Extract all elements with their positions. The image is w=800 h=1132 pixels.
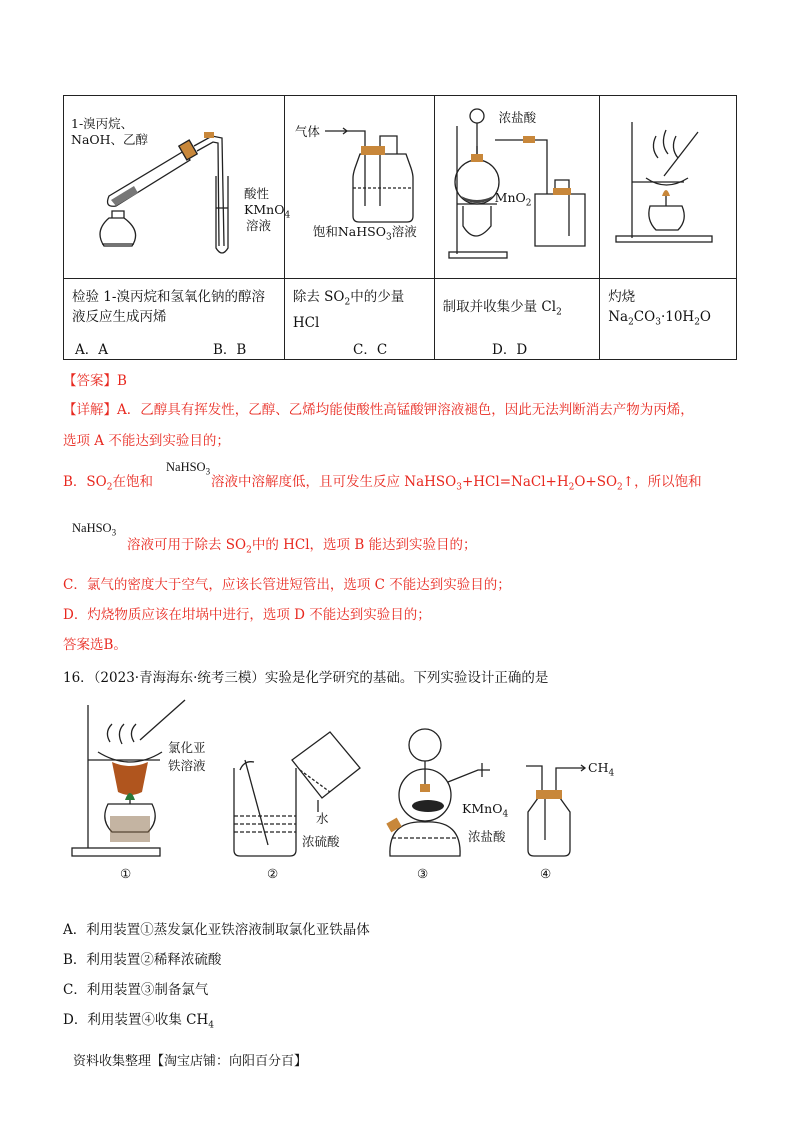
conc-h2so4-label: 浓硫酸 [302,834,340,849]
q16-option-b: B．利用装置②稀释浓硫酸 [63,952,222,968]
fecl2-label-2: 铁溶液 [168,758,206,773]
fecl2-label-1: 氯化亚 [168,740,206,755]
caption-d: 灼烧 $Na_2CO_3\cdot 10H_2O$ [600,279,737,360]
explanation-b-line1: B．$SO_2$在饱和 溶液中溶解度低，且可发生反应 $NaHSO_3+HCl=NaCl+H_2O+SO_2↑$，所以饱和 [63,474,702,493]
nahso3-formula-2: NaHSO$_3$ [72,521,117,538]
acid-kmno4-label-3: 溶液 [246,218,272,233]
acid-kmno4-label-1: 酸性 [244,186,270,201]
water-label: 水 [316,811,329,826]
reagent-label-1: 1-溴丙烷、 [71,116,134,131]
apparatus-number-3: ③ [417,866,429,881]
kmno4-label: KMnO$_4$ [462,801,509,820]
question-16-stem: 16．（2023·青海海东·统考三模）实验是化学研究的基础。下列实验设计正确的是 [63,670,549,686]
q16-option-c: C．利用装置③制备氯气 [63,982,209,998]
option-c-15: C．C [353,342,388,358]
gas-label: 气体 [294,124,320,139]
conc-hcl-label-q16: 浓盐酸 [468,829,506,844]
nahso3-formula-1: NaHSO$_3$ [166,460,211,477]
footer-note: 资料收集整理【淘宝店铺：向阳百分百】 [73,1054,308,1069]
explanation-d: D．灼烧物质应该在坩埚中进行，选项 D 不能达到实验目的； [63,607,431,623]
option-a-15: A．A [75,342,108,358]
conc-hcl-label: 浓盐酸 [498,110,537,125]
q16-option-d: D．利用装置④收集 $CH_4$ [63,1012,214,1031]
apparatus-number-4: ④ [540,866,552,881]
explanation-c: C．氯气的密度大于空气，应该长管进短管出，选项 C 不能达到实验目的； [63,577,511,593]
caption-b: 除去 $SO_2$中的少量 HCl [284,279,434,360]
nahso3-solution-label: 饱和NaHSO$_3$溶液 [312,224,417,243]
answer-label: 【答案】B [63,373,127,389]
caption-a: 检验 1-溴丙烷和氢氧化钠的醇溶液反应生成丙烯 [64,279,285,360]
explanation-a-line2: 选项 A 不能达到实验目的； [63,433,230,449]
q16-option-a: A．利用装置①蒸发氯化亚铁溶液制取氯化亚铁晶体 [63,922,370,938]
apparatus-number-1: ① [120,866,132,881]
reagent-label-2: NaOH、乙醇 [71,132,149,147]
ch4-label: $CH_4$ [588,760,615,779]
final-answer: 答案选B。 [63,637,127,653]
mno2-label: MnO$_2$ [494,190,532,209]
explanation-a-line1: 【详解】A．乙醇具有挥发性，乙醇、乙烯均能使酸性高锰酸钾溶液褪色，因此无法判断消去产物为丙烯， [63,402,694,418]
caption-c: 制取并收集少量 $Cl_2$ [434,279,600,360]
option-b-15: B．B [213,342,247,358]
explanation-b-line2: 溶液可用于除去 $SO_2$中的 HCl，选项 B 能达到实验目的； [127,537,477,556]
option-d-15: D．D [492,342,528,358]
acid-kmno4-label-2: KMnO$_4$ [244,202,291,221]
apparatus-number-2: ② [267,866,279,881]
